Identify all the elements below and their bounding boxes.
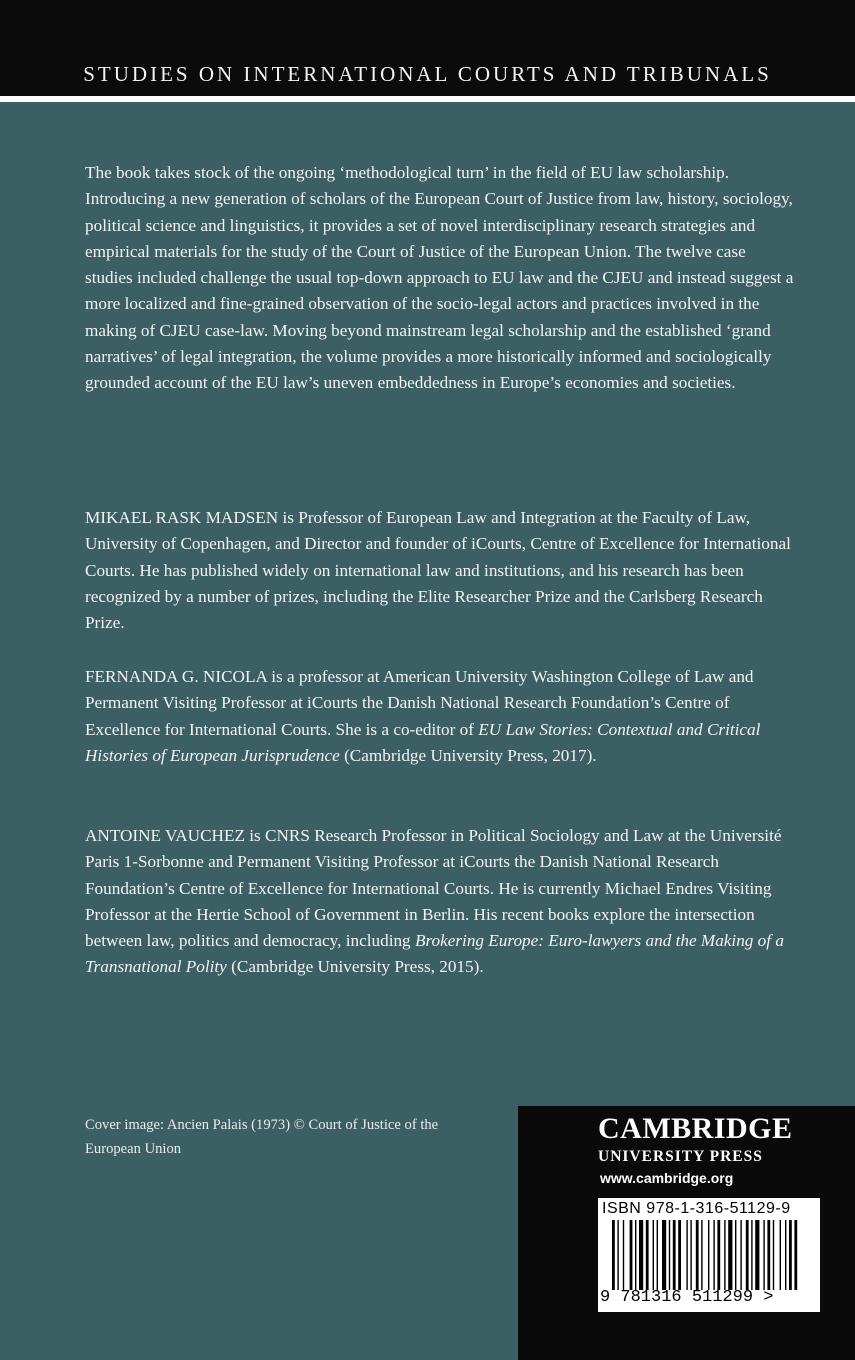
ean-digits: 9 781316 511299 > <box>600 1288 774 1307</box>
bio-text: FERNANDA G. NICOLA is a professor at American University Washington College of Law and Permanent Visiting Professor at iCourts the Danish National Research Foundation’s Centre of Excellence for International Courts. She is a co-editor of <box>85 667 754 739</box>
publisher-website: www.cambridge.org <box>600 1170 734 1186</box>
barcode-card <box>598 1198 820 1312</box>
author-bio-madsen <box>85 505 795 636</box>
publisher-logo-name: CAMBRIDGE <box>598 1112 793 1145</box>
cover-credit: Cover image: Ancien Palais (1973) © Court of Justice of the European Union <box>85 1117 439 1157</box>
bio-text-end: (Cambridge University Press, 2017). <box>339 745 597 765</box>
barcode-icon <box>612 1220 808 1290</box>
isbn-label: ISBN 978-1-316-51129-9 <box>602 1200 791 1217</box>
bio-paragraph <box>85 664 795 769</box>
description-text: The book takes stock of the ongoing ‘methodological turn’ in the field of EU law scholarship. Introducing a new generation of scholars of the European Court of Justice from law, history, sociology, political science and linguistics, it provides a set of novel interdisciplinary research strategies and empirical materials for the study of the Court of Justice of the European Union. The twelve case studies included challenge the usual top-down approach to EU law and the CJEU and instead suggest a more localized and fine-grained observation of the socio-legal actors and practices involved in the making of CJEU case-law. Moving beyond mainstream legal scholarship and the established ‘grand narratives’ of legal integration, the volume provides a more historically informed and sociologically grounded account of the EU law’s uneven embeddedness in Europe’s economies and societies. <box>85 163 794 393</box>
author-bio-nicola <box>85 664 795 769</box>
book-title: EU Law Stories: Contextual and Critical Histories of European Jurisprudence <box>85 719 761 765</box>
bio-text: MIKAEL RASK MADSEN is Professor of European Law and Integration at the Faculty of Law, University of Copenhagen, and Director and founder of iCourts, Centre of Excellence for International Courts. He has published widely on international law and institutions, and his research has been recognized by a number of prizes, including the Elite Researcher Prize and the Carlsberg Research Prize. <box>85 508 791 633</box>
author-bio-vauchez <box>85 823 795 981</box>
book-description <box>85 160 795 397</box>
bio-text: ANTOINE VAUCHEZ is CNRS Research Professor in Political Sociology and Law at the Université Paris 1-Sorbonne and Permanent Visiting Professor at iCourts the Danish National Research Foundation’s Centre of Excellence for International Courts. He is currently Michael Endres Visiting Professor at the Hertie School of Government in Berlin. His recent books explore the intersection between law, politics and democracy, including <box>85 826 782 951</box>
publisher-panel <box>518 1106 855 1360</box>
book-title: Brokering Europe: Euro-lawyers and the Making of a Transnational Polity <box>85 931 784 977</box>
bio-paragraph <box>85 823 795 981</box>
divider-rule <box>0 96 855 102</box>
series-title: STUDIES ON INTERNATIONAL COURTS AND TRIBUNALS <box>83 62 772 86</box>
bio-text-end: (Cambridge University Press, 2015). <box>226 957 484 977</box>
publisher-logo-subtitle: UNIVERSITY PRESS <box>598 1148 763 1165</box>
